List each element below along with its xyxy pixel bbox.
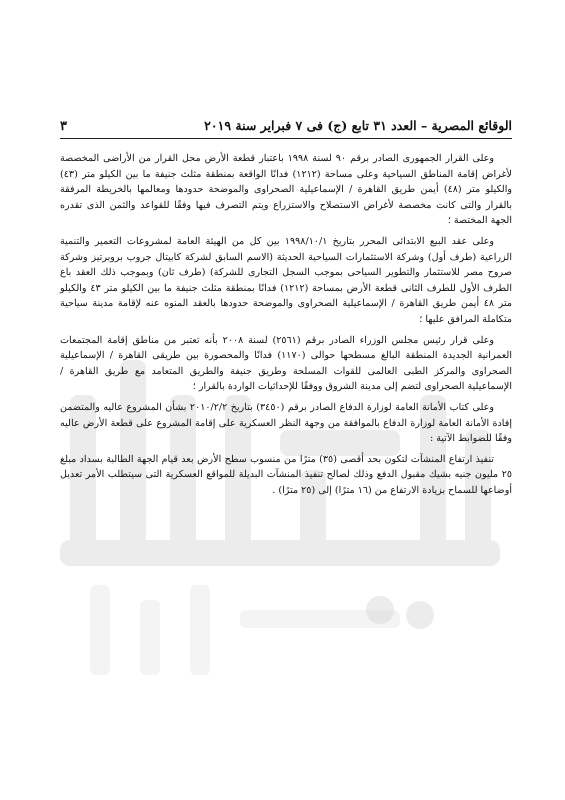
- paragraph-sale-contract: وعلى عقد البيع الابتدائى المحرر بتاريخ ١٩٩٨/١٠/١ بين كل من الهيئة العامة لمشروعات التعمير والتنمية الزراعية (طرف أول) وشركة الاستثمارات السياحية الحديثة (الاسم السابق لشركة كابيتال جروب بروبرتيز وشركة صروح مصر للاستثمار والتطوير السياحى بموجب السجل التجارى للشركة) (طرف ثان) وبموجب ذلك العقد باع الطرف الأول للطرف الثانى قطعة الأرض بمساحة (١٢١٢) فدانًا بمنطقة مثلث جنيفة ما بين الكيلو متر ٤٣ والكيلو متر ٤٨ أيمن طريق القاهرة / الإسماعيلية الصحراوى والموضحة حدودها بالعقد المنوه عنه لإقامة مدينة سياحية متكاملة المرافق عليها ؛: [60, 235, 512, 325]
- gazette-title: الوقائع المصرية – العدد ٣١ تابع (ج) فى ٧ فبراير سنة ٢٠١٩: [204, 118, 512, 133]
- paragraph-defense-letter: وعلى كتاب الأمانة العامة لوزارة الدفاع الصادر برقم (٣٤٥٠) بتاريخ ٢٠١٠/٢/٢ بشأن المشروع عاليه والمتضمن إفادة الأمانة العامة لوزارة الدفاع بالموافقة من وجهة النظر العسكرية على إقامة المشروع على قطعة الأرض عاليه وفقًا للضوابط الآتية :: [60, 401, 512, 445]
- paragraph-height-rule: تنفيذ ارتفاع المنشآت لتكون بحد أقصى (٣٥) مترًا من منسوب سطح الأرض بعد قيام الجهة الطالبة بسداد مبلغ ٢٥ مليون جنيه بشيك مقبول الدفع وذلك لصالح تنفيذ المنشآت البديلة للمواقع العسكرية التى سيتطلب الأمر تعديل أوضاعها للسماح بزيادة الارتفاع من (١٦ مترًا) إلى (٢٥ مترًا) .: [60, 453, 512, 496]
- gazette-page: [60, 118, 512, 503]
- paragraph-cabinet-decree: وعلى قرار رئيس مجلس الوزراء الصادر برقم (٢٥٦١) لسنة ٢٠٠٨ بأنه تعتبر من مناطق إقامة المجتمعات العمرانية الجديدة المنطقة البالغ مسطحها حوالى (١١٧٠) فدانًا والمحصورة بين طريقى القاهرة / الإسماعيلية الصحراوى والمركز الطبى العالمى للقوات المسلحة وطريق جنيفة والطريق المتعامد مع طريق القاهرة / الإسماعيلية الصحراوى لتضم إلى مدينة الشروق ووفقًا للإحداثيات الواردة بالقرار ؛: [60, 334, 513, 393]
- page-number: ٣: [60, 119, 67, 134]
- paragraph-presidential-decree: وعلى القرار الجمهورى الصادر برقم ٩٠ لسنة ١٩٩٨ باعتبار قطعة الأرض محل القرار من الأراضى المخصصة لأغراض إقامة المناطق السياحية وعلى مساحة (١٢١٢) فدانًا الواقعة بمنطقة مثلث جنيفة ما بين الكيلو متر (٤٣) والكيلو متر (٤٨) أيمن طريق القاهرة / الإسماعيلية الصحراوى والموضحة حدودها ومعالمها بالخريطة المرفقة بالقرار والتى كانت مخصصة لأغراض الاستصلاح والاستزراع ويتم التصرف فيها وفقًا للقواعد والثمن الذى تقدره الجهة المختصة ؛: [60, 153, 512, 227]
- page-body: [60, 151, 512, 498]
- page-header: [60, 118, 512, 139]
